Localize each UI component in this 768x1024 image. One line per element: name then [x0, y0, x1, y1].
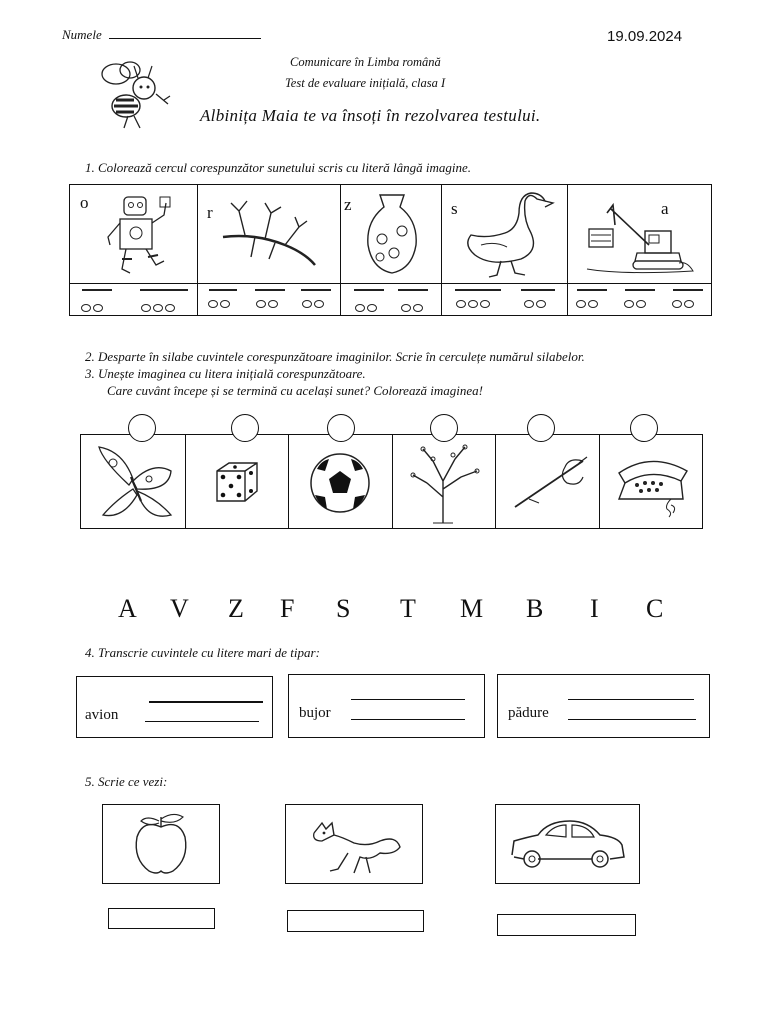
- test-title: Test de evaluare inițială, clasa I: [285, 76, 446, 90]
- task1-cell: [70, 185, 198, 315]
- answer-box[interactable]: [287, 910, 424, 932]
- telephone-icon: [611, 443, 695, 521]
- strip-divider: [288, 435, 289, 528]
- syllable-circles[interactable]: [623, 295, 647, 313]
- goose-icon: [461, 189, 561, 281]
- robot-icon: [100, 193, 176, 279]
- answer-dash: [455, 289, 501, 291]
- writing-line[interactable]: [351, 699, 465, 700]
- answer-dash: [255, 289, 285, 291]
- task1-letter: o: [80, 193, 89, 212]
- task1-table: [69, 184, 712, 316]
- test-subtitle: Albinița Maia te va însoți în rezolvarea testului.: [200, 106, 541, 125]
- task1-letter: s: [451, 199, 458, 218]
- transcribe-box: [288, 674, 485, 738]
- syllable-circles[interactable]: [575, 295, 599, 313]
- task3-question: Care cuvânt începe și se termină cu același sunet? Colorează imaginea!: [107, 383, 483, 398]
- name-label: Numele: [62, 27, 102, 42]
- syllable-count-circle[interactable]: [327, 414, 355, 442]
- task1-instruction: 1. Colorează cercul corespunzător sunetului scris cu literă lângă imagine.: [85, 160, 471, 175]
- syllable-circles[interactable]: [400, 299, 424, 317]
- answer-dash: [673, 289, 703, 291]
- syllable-count-circle[interactable]: [630, 414, 658, 442]
- strip-divider: [185, 435, 186, 528]
- syllable-circles[interactable]: [671, 295, 695, 313]
- task5-instruction: 5. Scrie ce vezi:: [85, 774, 168, 789]
- task2-instruction: 2. Desparte în silabe cuvintele corespunzătoare imaginilor. Scrie în cerculețe numărul silabelor.: [85, 349, 585, 364]
- answer-dash: [577, 289, 607, 291]
- dice-icon: [213, 459, 261, 505]
- initial-letter[interactable]: V: [170, 594, 189, 623]
- syllable-count-circle[interactable]: [430, 414, 458, 442]
- initial-letter[interactable]: F: [280, 594, 295, 623]
- answer-box[interactable]: [108, 908, 215, 929]
- subject-title: Comunicare în Limba română: [290, 55, 441, 69]
- strip-divider: [495, 435, 496, 528]
- transcribe-word: pădure: [508, 705, 549, 721]
- fox-icon: [308, 813, 404, 877]
- syllable-count-circle[interactable]: [231, 414, 259, 442]
- answer-dash: [398, 289, 428, 291]
- task4-instruction: 4. Transcrie cuvintele cu litere mari de tipar:: [85, 645, 320, 660]
- needle-icon: [509, 453, 591, 511]
- name-line[interactable]: [109, 38, 261, 39]
- syllable-circles[interactable]: [255, 295, 279, 313]
- writing-line[interactable]: [145, 721, 259, 722]
- answer-dash: [521, 289, 555, 291]
- task2-image-strip: [80, 434, 703, 529]
- picture-box: [102, 804, 220, 884]
- bee-icon: [98, 58, 178, 130]
- initial-letter[interactable]: C: [646, 594, 664, 623]
- apple-icon: [131, 811, 191, 877]
- strip-divider: [392, 435, 393, 528]
- answer-dash: [354, 289, 384, 291]
- vase-icon: [362, 191, 422, 277]
- task1-cell: [197, 185, 341, 315]
- date: 19.09.2024: [607, 28, 683, 45]
- picture-box: [285, 804, 423, 884]
- tree-icon: [403, 437, 487, 525]
- task1-cell: [441, 185, 568, 315]
- transcribe-box: [497, 674, 710, 738]
- ball-icon: [307, 451, 373, 515]
- syllable-circles[interactable]: [80, 299, 104, 317]
- initial-letter[interactable]: B: [526, 594, 544, 623]
- writing-line[interactable]: [568, 719, 696, 720]
- syllable-circles[interactable]: [301, 295, 325, 313]
- transcribe-word: bujor: [299, 705, 331, 721]
- initial-letter[interactable]: M: [460, 594, 484, 623]
- initial-letter[interactable]: A: [118, 594, 137, 623]
- writing-line[interactable]: [149, 701, 263, 703]
- syllable-circles[interactable]: [523, 295, 547, 313]
- initial-letter[interactable]: Z: [228, 594, 244, 623]
- car-icon: [508, 815, 628, 875]
- answer-dash: [625, 289, 655, 291]
- syllable-circles[interactable]: [140, 299, 176, 317]
- transcribe-box: [76, 676, 273, 738]
- task1-cell: [340, 185, 442, 315]
- answer-dash: [82, 289, 112, 291]
- transcribe-word: avion: [85, 707, 119, 723]
- butterfly-icon: [93, 441, 177, 521]
- writing-line[interactable]: [568, 699, 694, 700]
- initial-letter[interactable]: T: [400, 594, 416, 623]
- name-field[interactable]: [62, 27, 261, 43]
- strip-divider: [599, 435, 600, 528]
- task1-letter: r: [207, 203, 213, 222]
- writing-line[interactable]: [351, 719, 465, 720]
- picture-box: [495, 804, 640, 884]
- syllable-circles[interactable]: [455, 295, 491, 313]
- task1-cell: [567, 185, 711, 315]
- answer-dash: [140, 289, 188, 291]
- answer-box[interactable]: [497, 914, 636, 936]
- answer-dash: [209, 289, 237, 291]
- initial-letter[interactable]: I: [590, 594, 599, 623]
- branch-icon: [215, 197, 327, 267]
- task1-letter: z: [344, 195, 352, 214]
- excavator-icon: [583, 199, 695, 279]
- bee-maia-illustration: [98, 58, 178, 130]
- syllable-count-circle[interactable]: [128, 414, 156, 442]
- task1-letter: a: [661, 199, 669, 218]
- syllable-circles[interactable]: [207, 295, 231, 313]
- initial-letter[interactable]: S: [336, 594, 351, 623]
- syllable-count-circle[interactable]: [527, 414, 555, 442]
- task3-instruction: 3. Unește imaginea cu litera inițială corespunzătoare.: [85, 366, 366, 381]
- answer-dash: [301, 289, 331, 291]
- syllable-circles[interactable]: [354, 299, 378, 317]
